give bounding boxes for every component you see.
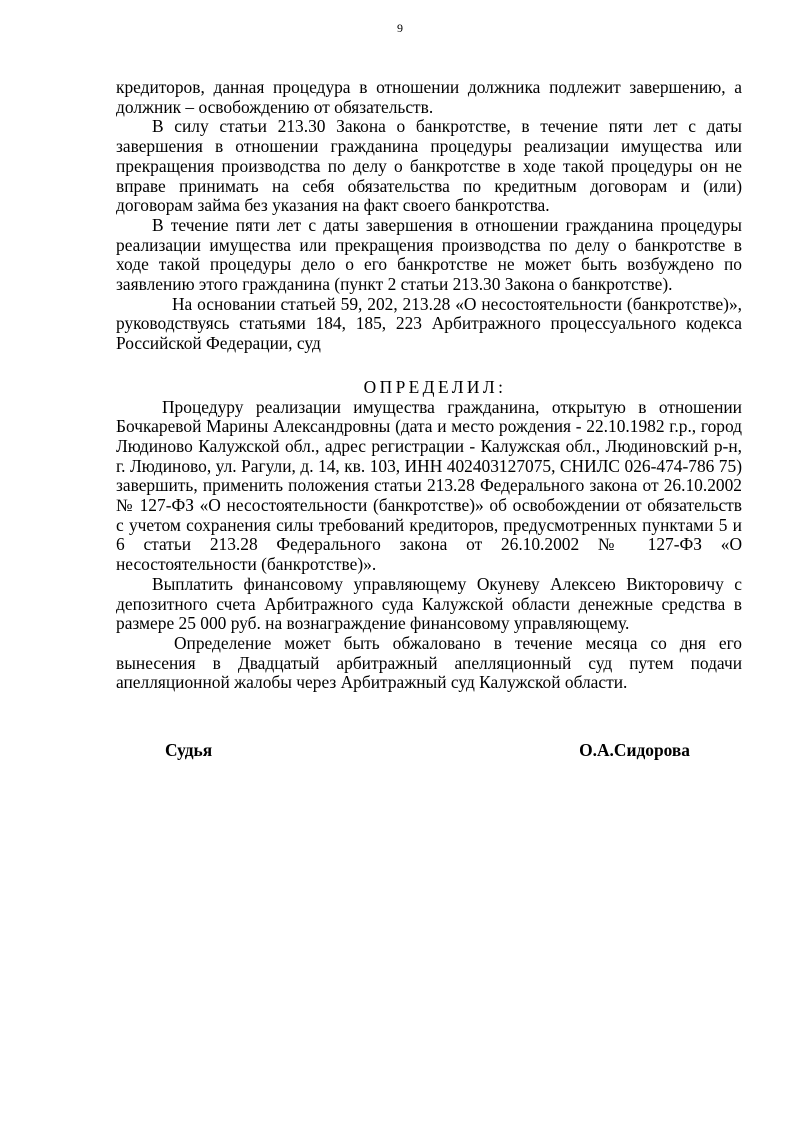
judge-title: Судья xyxy=(165,740,213,760)
paragraph-continuation: кредиторов, данная процедура в отношении должника подлежит завершению, а должник – освобождению от обязательств. xyxy=(116,77,742,117)
paragraph-bankruptcy-restriction: В течение пяти лет с даты завершения в отношении гражданина процедуры реализации имущества или прекращения производства по делу о банкротстве в ходе такой процедуры дело о его банкротстве не может быть возбуждено по заявлению этого гражданина (пункт 2 статьи 213.30 Закона о банкротстве). xyxy=(116,214,742,295)
paragraph-ruling-appeal: Определение может быть обжаловано в течение месяца со дня его вынесения в Двадцатый арбитражный апелляционный суд путем подачи апелляционной жалобы через Арбитражный суд Калужской области. xyxy=(116,632,742,693)
paragraph-ruling-payment: Выплатить финансовому управляющему Окуневу Алексею Викторовичу с депозитного счета Арбитражного суда Калужской области денежные средства в размере 25 000 руб. на вознаграждение финансовому управляющему. xyxy=(116,573,742,634)
signature-block xyxy=(165,740,690,760)
page-number: 9 xyxy=(397,21,403,35)
document-body xyxy=(116,78,742,693)
paragraph-credit-restriction: В силу статьи 213.30 Закона о банкротстве, в течение пяти лет с даты завершения в отношении гражданина процедуры реализации имущества или прекращения производства по делу о банкротстве в ходе такой процедуры он не вправе принимать на себя обязательства по кредитным договорам и (или) договорам займа без указания на факт своего банкротства. xyxy=(116,116,742,216)
paragraph-legal-basis: На основании статьей 59, 202, 213.28 «О несостоятельности (банкротстве)», руководствуясь статьями 184, 185, 223 Арбитражного процессуального кодекса Российской Федерации, суд xyxy=(116,293,742,354)
ruling-heading: ОПРЕДЕЛИЛ: xyxy=(363,376,507,397)
paragraph-ruling-complete: Процедуру реализации имущества гражданина, открытую в отношении Бочкаревой Марины Александровны (дата и место рождения - 22.10.1982 г.р., город Людиново Калужской обл., адрес регистрации - Калужская обл., Людиновский р-н, г. Людиново, ул. Рагули, д. 14, кв. 103, ИНН 402403127075, СНИЛС 026-474-786 75) завершить, применить положения статьи 213.28 Федерального закона от 26.10.2002 № 127-ФЗ «О несостоятельности (банкротстве)» об освобождении от обязательств с учетом сохранения силы требований кредиторов, предусмотренных пунктами 5 и 6 статьи 213.28 Федерального закона от 26.10.2002 № 127-ФЗ «О несостоятельности (банкротстве)». xyxy=(116,396,742,575)
judge-name: О.А.Сидорова xyxy=(579,740,690,760)
